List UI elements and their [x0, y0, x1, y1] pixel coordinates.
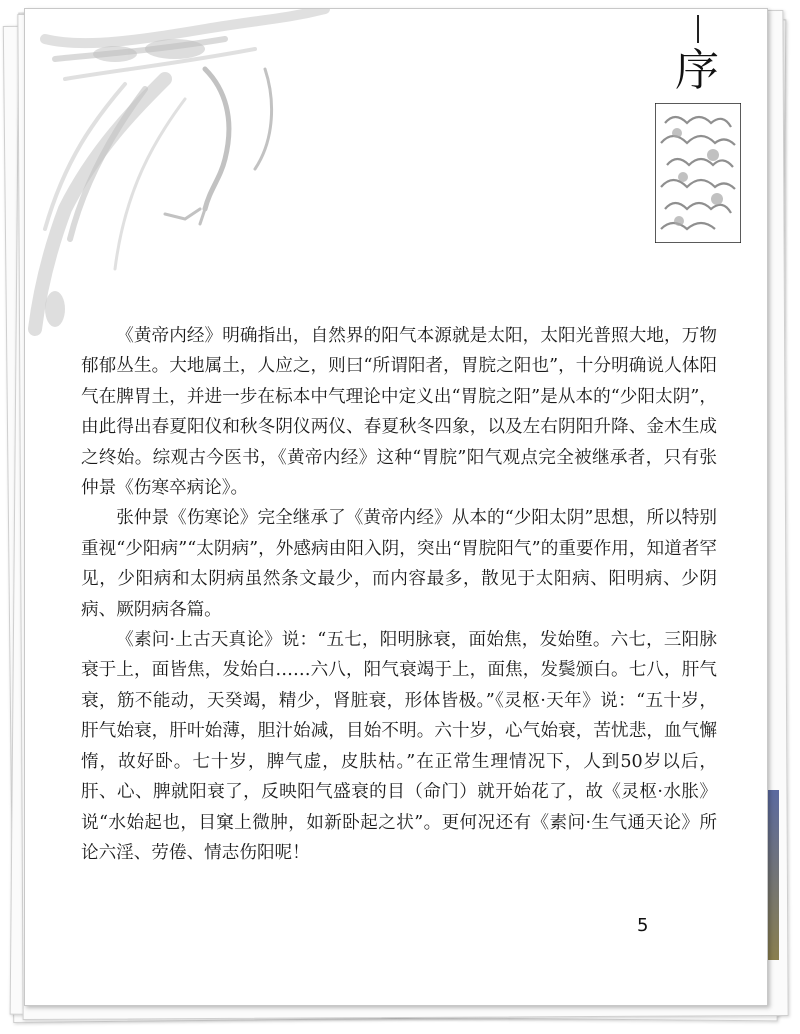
book-page — [24, 8, 768, 1006]
page-number: 5 — [637, 915, 649, 936]
paragraph: 《黄帝内经》明确指出，自然界的阳气本源就是太阳，太阳光普照大地，万物郁郁丛生。大地属土，人应之，则曰“所谓阳者，胃脘之阳也”，十分明确说人体阳气在脾胃土，并进一步在标本中气理论中定义出“胃脘之阳”是从本的“少阳太阴”，由此得出春夏阳仪和秋冬阴仪两仪、春夏秋冬四象，以及左右阴阳升降、金木生成之终始。综观古今医书，《黄帝内经》这种“胃脘”阳气观点完全被继承者，只有张仲景《伤寒卒病论》。 — [81, 326, 717, 499]
phoenix-illustration — [25, 9, 355, 339]
title-divider-line — [697, 15, 699, 43]
cloud-ornament-icon — [655, 103, 741, 243]
paragraph: 张仲景《伤寒论》完全继承了《黄帝内经》从本的“少阳太阴”思想，所以特别重视“少阳病”“太阴病”，外感病由阳入阴，突出“胃脘阳气”的重要作用，知道者罕见，少阳病和太阴病虽然条文最少，而内容最多，散见于太阳病、阳明病、少阴病、厥阴病各篇。 — [81, 508, 717, 620]
body-text — [81, 321, 717, 868]
chapter-title-block — [647, 15, 747, 255]
chapter-title: 序 — [675, 45, 719, 96]
paragraph: 《素问·上古天真论》说：“五七，阳明脉衰，面始焦，发始堕。六七，三阳脉衰于上，面皆焦，发始白……六八，阳气衰竭于上，面焦，发鬓颁白。七八，肝气衰，筋不能动，天癸竭，精少，肾脏衰，形体皆极。”《灵枢·天年》说：“五十岁，肝气始衰，肝叶始薄，胆汁始减，目始不明。六十岁，心气始衰，苦忧悲，血气懈惰，故好卧。七十岁，脾气虚，皮肤枯。”在正常生理情况下，人到50岁以后，肝、心、脾就阳衰了，反映阳气盛衰的目（命门）就开始花了，故《灵枢·水胀》说“水始起也，目窠上微肿，如新卧起之状”。更何况还有《素问·生气通天论》所论六淫、劳倦、情志伤阳呢！ — [81, 630, 717, 863]
